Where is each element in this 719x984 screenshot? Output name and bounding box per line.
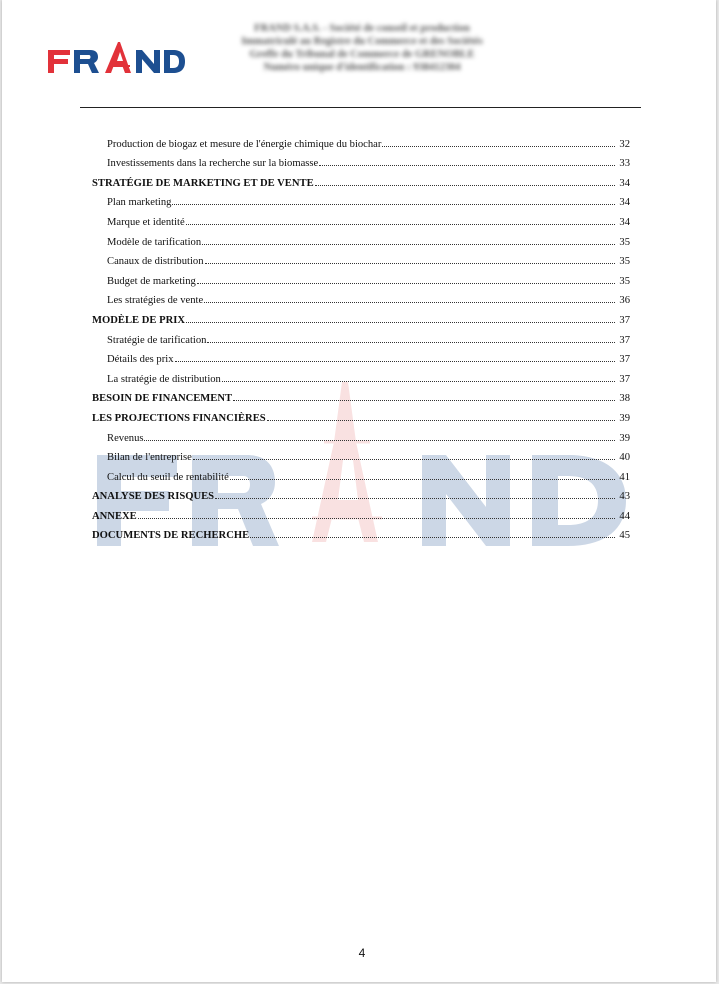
toc-leader-dots bbox=[172, 204, 615, 205]
toc-section-title: ANALYSE DES RISQUES bbox=[92, 491, 215, 503]
toc-entry-page: 45 bbox=[619, 530, 630, 542]
toc-leader-dots bbox=[233, 400, 615, 401]
toc-section-title: ANNEXE bbox=[92, 510, 137, 522]
toc-section-title: LES PROJECTIONS FINANCIÈRES bbox=[92, 412, 266, 424]
toc-entry[interactable] bbox=[92, 463, 630, 483]
toc-leader-dots bbox=[319, 165, 615, 166]
toc-leader-dots bbox=[250, 537, 615, 538]
toc-leader-dots bbox=[138, 518, 615, 519]
company-line: Numéro unique d'identification : 938412304 bbox=[263, 62, 461, 73]
toc-entry-title: Canaux de distribution bbox=[107, 256, 204, 268]
toc-leader-dots bbox=[186, 322, 615, 323]
toc-entry[interactable] bbox=[92, 208, 630, 228]
toc-section-title: DOCUMENTS DE RECHERCHE bbox=[92, 530, 250, 542]
toc-section-entry[interactable] bbox=[92, 404, 630, 424]
toc-entry-title: Plan marketing bbox=[107, 197, 172, 209]
toc-entry-title: La stratégie de distribution bbox=[107, 373, 221, 385]
toc-section-title: STRATÉGIE DE MARKETING ET DE VENTE bbox=[92, 177, 314, 189]
toc-entry[interactable] bbox=[92, 287, 630, 307]
toc-entry[interactable] bbox=[92, 365, 630, 385]
toc-entry-page: 33 bbox=[619, 158, 630, 170]
toc-leader-dots bbox=[197, 283, 615, 284]
toc-entry-page: 37 bbox=[619, 373, 630, 385]
toc-entry[interactable] bbox=[92, 189, 630, 209]
toc-entry-page: 34 bbox=[619, 216, 630, 228]
toc-entry-page: 34 bbox=[619, 177, 630, 189]
toc-leader-dots bbox=[204, 302, 615, 303]
toc-entry-title: Modèle de tarification bbox=[107, 236, 202, 248]
toc-entry-title: Marque et identité bbox=[107, 216, 185, 228]
toc-entry[interactable] bbox=[92, 228, 630, 248]
toc-entry-title: Les stratégies de vente bbox=[107, 295, 204, 307]
toc-entry-title: Calcul du seuil de rentabilité bbox=[107, 471, 229, 483]
toc-entry-page: 39 bbox=[619, 412, 630, 424]
toc-section-entry[interactable] bbox=[92, 169, 630, 189]
logo-glyphs bbox=[48, 42, 185, 73]
toc-entry[interactable] bbox=[92, 248, 630, 268]
company-line: Greffe du Tribunal de Commerce de GRENOBLE bbox=[249, 49, 475, 60]
company-info bbox=[207, 22, 517, 74]
toc-entry-title: Budget de marketing bbox=[107, 275, 196, 287]
toc-leader-dots bbox=[186, 224, 615, 225]
toc-entry-page: 41 bbox=[619, 471, 630, 483]
toc-entry-page: 35 bbox=[619, 256, 630, 268]
toc-entry[interactable] bbox=[92, 267, 630, 287]
toc-entry[interactable] bbox=[92, 150, 630, 170]
company-line: FRAND S.A.S. - Société de conseil et production bbox=[254, 23, 470, 34]
toc-section-entry[interactable] bbox=[92, 483, 630, 503]
toc-entry-page: 34 bbox=[619, 197, 630, 209]
frand-logo bbox=[46, 40, 186, 74]
toc-leader-dots bbox=[222, 381, 615, 382]
document-page bbox=[2, 0, 716, 982]
toc-leader-dots bbox=[215, 498, 615, 499]
toc-entry-page: 37 bbox=[619, 314, 630, 326]
toc-entry-page: 44 bbox=[619, 510, 630, 522]
toc-entry-page: 38 bbox=[619, 393, 630, 405]
toc-entry-title: Stratégie de tarification bbox=[107, 334, 207, 346]
toc-entry-page: 37 bbox=[619, 354, 630, 366]
toc-entry-title: Bilan de l'entreprise bbox=[107, 452, 192, 464]
toc-entry-title: Revenus bbox=[107, 432, 144, 444]
toc-entry-title: Investissements dans la recherche sur la biomasse bbox=[107, 158, 319, 170]
toc-section-entry[interactable] bbox=[92, 385, 630, 405]
toc-leader-dots bbox=[205, 263, 615, 264]
toc-entry-title: Détails des prix bbox=[107, 354, 174, 366]
toc-entry[interactable] bbox=[92, 346, 630, 366]
toc-entry-page: 32 bbox=[619, 138, 630, 150]
toc-leader-dots bbox=[267, 420, 615, 421]
toc-section-title: MODÈLE DE PRIX bbox=[92, 314, 185, 326]
toc-leader-dots bbox=[315, 185, 615, 186]
page-number: 4 bbox=[358, 946, 366, 960]
toc-section-entry[interactable] bbox=[92, 522, 630, 542]
toc-section-entry[interactable] bbox=[92, 306, 630, 326]
toc-leader-dots bbox=[202, 244, 615, 245]
toc-entry-page: 37 bbox=[619, 334, 630, 346]
toc-entry[interactable] bbox=[92, 130, 630, 150]
toc-entry[interactable] bbox=[92, 424, 630, 444]
toc-leader-dots bbox=[193, 459, 615, 460]
toc-entry-page: 40 bbox=[619, 452, 630, 464]
company-line: Immatriculé au Registre du Commerce et des Sociétés bbox=[241, 36, 483, 47]
toc-entry-page: 36 bbox=[619, 295, 630, 307]
toc-section-title: BESOIN DE FINANCEMENT bbox=[92, 393, 233, 405]
toc-entry-page: 35 bbox=[619, 236, 630, 248]
header-divider bbox=[80, 107, 641, 108]
toc-leader-dots bbox=[175, 361, 616, 362]
toc-leader-dots bbox=[144, 440, 615, 441]
toc-leader-dots bbox=[207, 342, 615, 343]
toc-entry-title: Production de biogaz et mesure de l'énergie chimique du biochar bbox=[107, 138, 382, 150]
toc-leader-dots bbox=[382, 146, 615, 147]
toc-entry-page: 39 bbox=[619, 432, 630, 444]
toc-entry[interactable] bbox=[92, 444, 630, 464]
toc-entry[interactable] bbox=[92, 326, 630, 346]
toc-entry-page: 35 bbox=[619, 275, 630, 287]
toc-leader-dots bbox=[230, 479, 615, 480]
toc-entry-page: 43 bbox=[619, 491, 630, 503]
toc-section-entry[interactable] bbox=[92, 502, 630, 522]
table-of-contents bbox=[92, 130, 630, 541]
